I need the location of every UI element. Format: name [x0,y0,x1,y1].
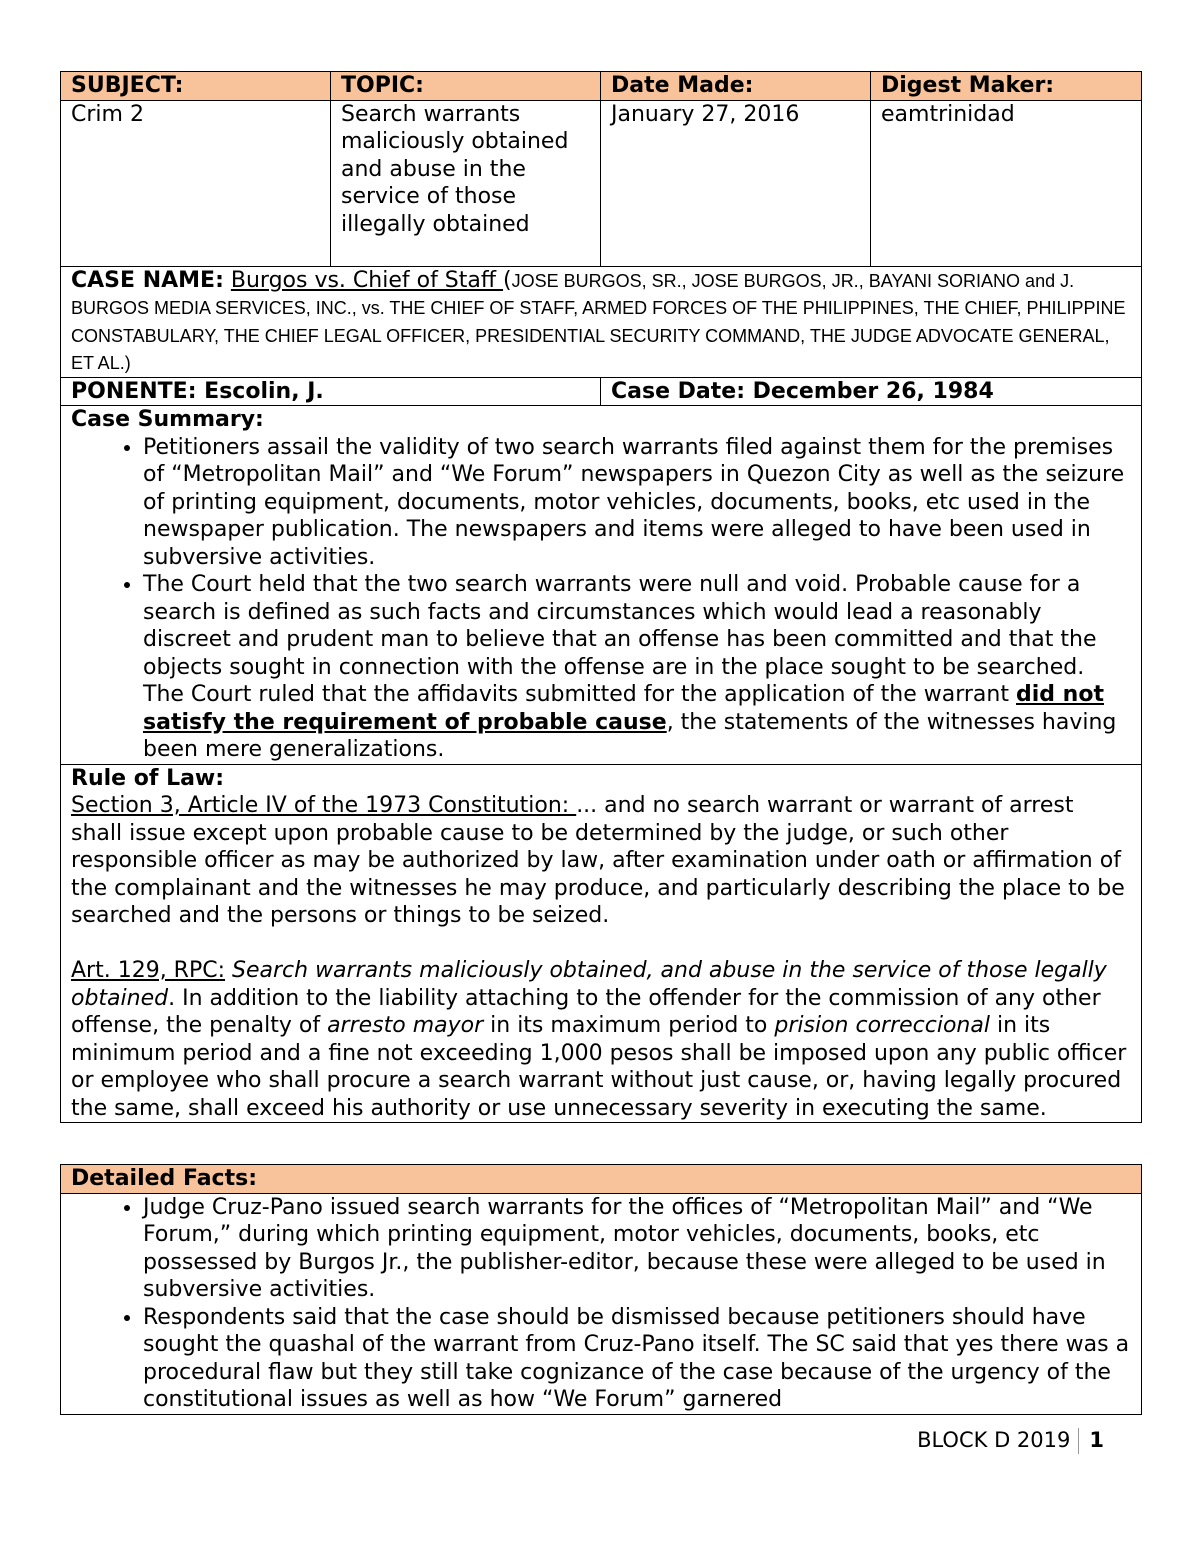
ponente-row [61,377,1142,406]
page-number: 1 [1089,1428,1104,1452]
summary-cell [61,406,1142,765]
rule-article-ref: Art. 129, RPC: [71,958,226,983]
case-name-cell [61,266,1142,377]
facts-cell [61,1193,1142,1414]
summary-bullet-2 [143,571,1131,764]
rule-article-text-2: in its maximum period to [483,1013,775,1038]
rule-article-text-3: in its minimum period and a fine not exceeding 1,000 pesos shall be imposed upon any public officer or employee who shall procure a search warrant without just cause, or, having legally procured the same, shall exceed his authority or use unnecessary severity in executing the same. [71,1013,1127,1121]
rule-article-text-1: . In addition to the liability attaching to the offender for the commission of any other offense, the penalty of [71,985,1101,1038]
header-values-row [61,100,1142,266]
rule-section [71,792,1131,930]
case-name-label: CASE NAME: [71,267,224,293]
case-full-name: JOSE BURGOS, SR., JOSE BURGOS, JR., BAYANI SORIANO and J. BURGOS MEDIA SERVICES, INC., vs. THE CHIEF OF STAFF, ARMED FORCES OF THE PHILIPPINES, THE CHIEF, PHILIPPINE CONSTABULARY, THE CHIEF LEGAL OFFICER, PRESIDENTIAL SECURITY COMMAND, THE JUDGE ADVOCATE GENERAL, ET AL.) [71,270,1126,373]
summary-bullet-1: • Petitioners assail the validity of two search warrants filed against them for the premises of “Metropolitan Mail” and “We Forum” newspapers in Quezon City as well as the seizure of printing equipment, documents, motor vehicles, documents, books, etc used in the newspaper publication. The newspapers and items were alleged to have been used in subversive activities. [143,434,1131,572]
date-label: Date Made: [601,72,871,101]
rule-cell [61,764,1142,1123]
rule-article-title: Search warrants maliciously obtained, and abuse in the service of those legally obtained [71,958,1107,1011]
facts-label: Detailed Facts: [61,1165,1142,1194]
subject-label: SUBJECT: [61,72,331,101]
summary-row [61,406,1142,765]
rule-section-ref: Section 3, Article IV of the 1973 Constitution: [71,793,577,818]
rule-prision: prision correccional [774,1013,990,1038]
header-row [61,72,1142,101]
subject-value: Crim 2 [61,100,331,266]
summary-bullet-2-emphasis: did not satisfy the requirement of probable cause [143,682,1104,735]
facts-table [60,1164,1142,1415]
facts-bullet-2: • Respondents said that the case should be dismissed because petitioners should have sought the quashal of the warrant from Cruz-Pano itself. The SC said that yes there was a procedural flaw but they still take cognizance of the case because of the urgency of the constitutional issues as well as how “We Forum” garnered [143,1304,1131,1414]
maker-label: Digest Maker: [871,72,1142,101]
summary-label: Case Summary: [71,407,264,432]
date-value: January 27, 2016 [601,100,871,266]
footer-block: BLOCK D 2019 [917,1428,1071,1452]
case-name-row [61,266,1142,377]
page-footer [917,1428,1104,1454]
digest-table [60,71,1142,1123]
ponente: PONENTE: Escolin, J. [61,377,601,406]
facts-bullet-1: • Judge Cruz-Pano issued search warrants for the offices of “Metropolitan Mail” and “We Forum,” during which printing equipment, motor vehicles, documents, books, etc possessed by Burgos Jr., the publisher-editor, because these were alleged to be used in subversive activities. [143,1194,1131,1304]
facts-body-row [61,1193,1142,1414]
rule-arresto: arresto mayor [327,1013,484,1038]
rule-article [71,957,1131,1122]
facts-list [71,1194,1131,1414]
summary-bullet-2-text: The Court held that the two search warrants were null and void. Probable cause for a search is defined as such facts and circumstances which would lead a reasonably discreet and prudent man to believe that an offense has been committed and that the objects sought in connection with the offense are in the place sought to be searched. The Court ruled that the affidavits submitted for the application of the warrant [143,572,1097,707]
maker-value: eamtrinidad [871,100,1142,266]
rule-row [61,764,1142,1123]
footer-separator [1078,1428,1079,1454]
case-date: Case Date: December 26, 1984 [601,377,1142,406]
case-short-name: Burgos vs. Chief of Staff [230,267,504,293]
rule-spacer [71,930,1131,958]
topic-value: Search warrants maliciously obtained and abuse in the service of those illegally obtained [331,100,601,266]
summary-list [71,434,1131,764]
case-open-paren: ( [503,267,512,293]
rule-label: Rule of Law: [71,765,225,791]
rule-section-text: ... and no search warrant or warrant of arrest shall issue except upon probable cause to be determined by the judge, or such other responsible officer as may be authorized by law, after examination under oath or affirmation of the complainant and the witnesses he may produce, and particularly describing the place to be searched and the persons or things to be seized. [71,793,1125,928]
facts-header-row [61,1165,1142,1194]
summary-bullet-2-end: , the statements of the witnesses having been mere generalizations. [143,709,1117,762]
topic-label: TOPIC: [331,72,601,101]
